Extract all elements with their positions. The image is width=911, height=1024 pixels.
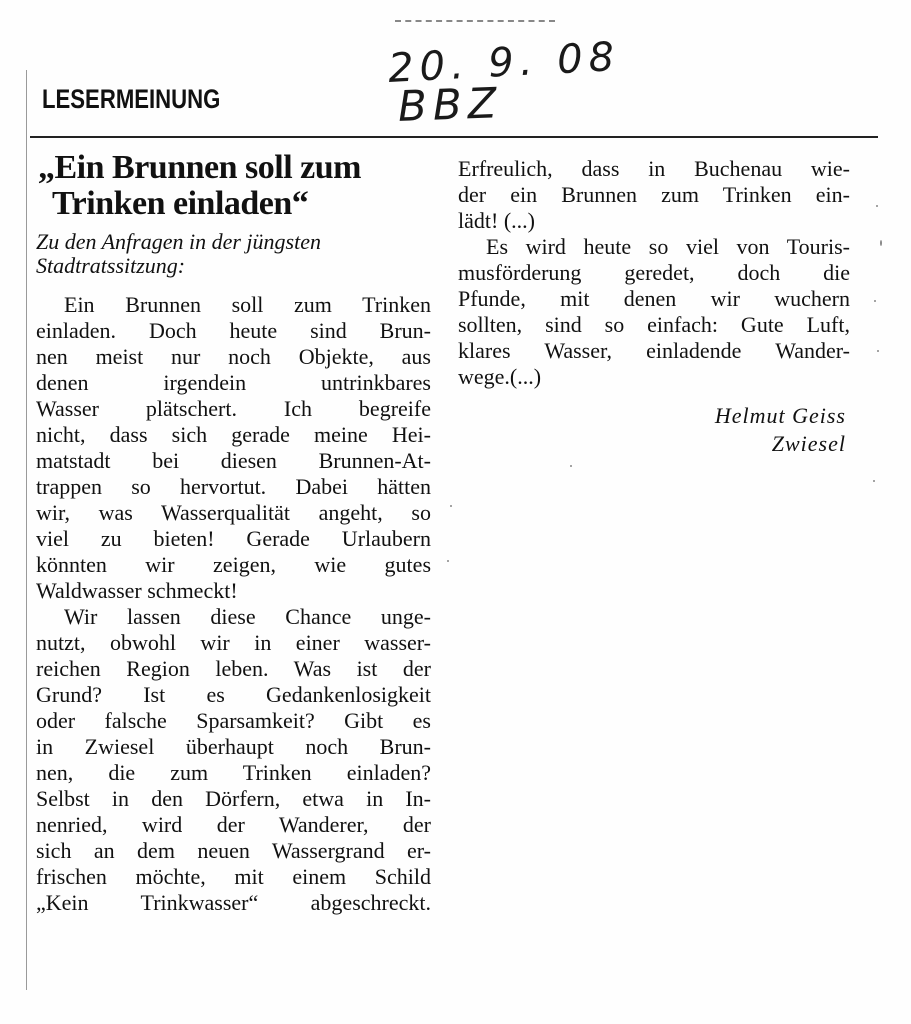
text-line: könnten wir zeigen, wie gutes [36, 552, 431, 577]
text-line: viel zu bieten! Gerade Urlaubern [36, 526, 431, 551]
text-line: Waldwasser schmeckt! [36, 578, 238, 603]
text-line: wir, was Wasserqualität angeht, so [36, 500, 431, 525]
author-name: Helmut Geiss [714, 403, 846, 428]
text-line: oder falsche Sparsamkeit? Gibt es [36, 708, 431, 733]
scan-edge-line [26, 70, 27, 990]
subhead-line-2: Stadtratssitzung: [36, 253, 186, 278]
text-line: Ein Brunnen soll zum Trinken [64, 292, 431, 317]
article-headline [36, 150, 431, 222]
text-line: „Kein Trinkwasser“ abgeschreckt. [36, 890, 431, 915]
paragraph-4 [458, 234, 850, 390]
text-line: klares Wasser, einladende Wander- [458, 338, 850, 363]
letter-signature [458, 402, 850, 458]
handwritten-source: BBZ [397, 78, 504, 131]
right-body [458, 156, 850, 390]
text-line: wege.(...) [458, 364, 542, 389]
text-line: nen meist nur noch Objekte, aus [36, 344, 431, 369]
scan-top-marks [395, 20, 555, 26]
handwritten-date: 20. 9. 08 [386, 33, 622, 93]
subhead-line-1: Zu den Anfragen in der jüngsten [36, 229, 321, 254]
text-line: der ein Brunnen zum Trinken ein- [458, 182, 850, 207]
text-line: matstadt bei diesen Brunnen-At- [36, 448, 431, 473]
text-line: trappen so hervortut. Dabei hätten [36, 474, 431, 499]
text-line: frischen möchte, mit einem Schild [36, 864, 431, 889]
text-line: Grund? Ist es Gedankenlosigkeit [36, 682, 431, 707]
text-line: Erfreulich, dass in Buchenau wie- [458, 156, 850, 181]
headline-line-1: „Ein Brunnen soll zum [38, 149, 361, 186]
speck [450, 505, 452, 507]
speck [876, 205, 878, 207]
text-line: denen irgendein untrinkbares [36, 370, 431, 395]
text-line: Wasser plätschert. Ich begreife [36, 396, 431, 421]
speck [877, 350, 879, 352]
right-column [458, 156, 850, 458]
text-line: nicht, dass sich gerade meine Hei- [36, 422, 431, 447]
text-line: Selbst in den Dörfern, etwa in In- [36, 786, 431, 811]
speck [873, 480, 875, 482]
text-line: sollten, sind so einfach: Gute Luft, [458, 312, 850, 337]
speck [447, 560, 449, 562]
section-rubric: LESERMEINUNG [42, 84, 221, 114]
author-place: Zwiesel [771, 431, 846, 456]
text-line: in Zwiesel überhaupt noch Brun- [36, 734, 431, 759]
speck [874, 300, 876, 302]
header-rule [30, 136, 878, 138]
paragraph-1 [36, 292, 431, 604]
text-line: sich an dem neuen Wassergrand er- [36, 838, 431, 863]
speck [880, 240, 882, 246]
left-column [36, 150, 431, 916]
paragraph-3 [458, 156, 850, 234]
text-line: nenried, wird der Wanderer, der [36, 812, 431, 837]
text-line: Pfunde, mit denen wir wuchern [458, 286, 850, 311]
text-line: lädt! (...) [458, 208, 535, 233]
text-line: nutzt, obwohl wir in einer wasser- [36, 630, 431, 655]
article-subhead [36, 230, 431, 278]
text-line: reichen Region leben. Was ist der [36, 656, 431, 681]
text-line: nen, die zum Trinken einladen? [36, 760, 431, 785]
left-body [36, 292, 431, 916]
headline-line-2: Trinken einladen“ [52, 185, 309, 222]
text-line: Wir lassen diese Chance unge- [64, 604, 431, 629]
paragraph-2 [36, 604, 431, 916]
text-line: musförderung geredet, doch die [458, 260, 850, 285]
text-line: Es wird heute so viel von Touris- [486, 234, 850, 259]
speck [570, 465, 572, 467]
text-line: einladen. Doch heute sind Brun- [36, 318, 431, 343]
